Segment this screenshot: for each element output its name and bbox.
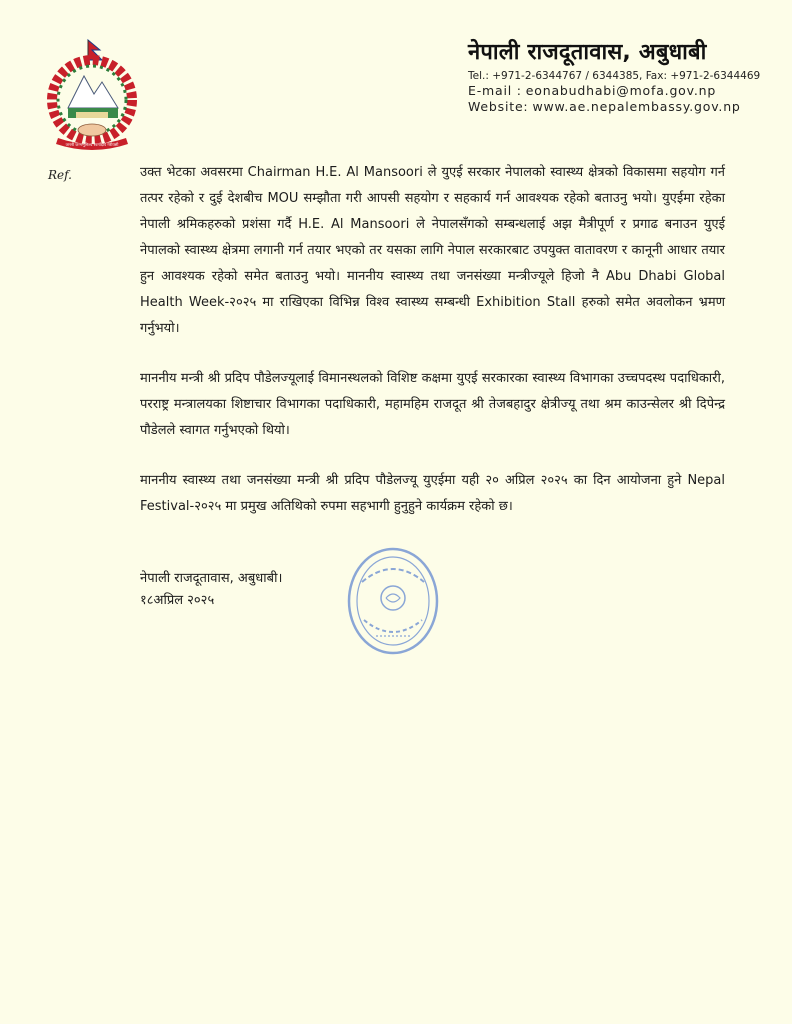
signature-block [140,568,282,612]
website-address: www.ae.nepalembassy.gov.np [532,99,741,114]
nepal-emblem-icon [40,38,145,150]
embassy-stamp-icon [346,546,440,656]
paragraph-text: माननीय मन्त्री श्री प्रदिप पौडेलज्यूलाई विमानस्थलको विशिष्ट कक्षमा युएई सरकारका स्वास्थ्य विभागका उच्चपदस्थ पदाधिकारी, परराष्ट्र मन्त्रालयका शिष्टाचार विभागका पदाधिकारी, महामहिम राजदूत श्री तेजबहादुर क्षेत्रीज्यू तथा श्रम काउन्सेलर श्री दिपेन्द्र पौडेलले स्वागत गर्नुभएको थियो। [140,371,725,438]
paragraph [140,468,725,520]
paragraph-text: माननीय स्वास्थ्य तथा जनसंख्या मन्त्री श्री प्रदिप पौडेलज्यू युएईमा यही २० अप्रिल २०२५ का दिन आयोजना हुने Nepal Festival-२०२५ मा प्रमुख अतिथिको रुपमा सहभागी हुनुहुने कार्यक्रम रहेको छ। [140,473,725,514]
website-line [468,99,768,114]
email-line [468,83,768,98]
letter-body [140,160,725,544]
signature-date: १८अप्रिल २०२५ [140,593,215,608]
email-address: eonabudhabi@mofa.gov.np [525,83,717,98]
paragraph [140,366,725,444]
paragraph [140,160,725,342]
letterhead [468,36,768,114]
contact-numbers: Tel.: +971-2-6344767 / 6344385, Fax: +971-2-6344469 [468,70,761,82]
signature-org: नेपाली राजदूतावास, अबुधाबी। [140,571,283,586]
svg-text:जननी जन्मभूमिश्च स्वर्गादपि गर: जननी जन्मभूमिश्च स्वर्गादपि गरीयसी [65,142,119,147]
website-label: Website: [468,99,529,114]
email-label: E-mail : [468,83,522,98]
paragraph-text: उक्त भेटका अवसरमा Chairman H.E. Al Mansoori ले युएई सरकार नेपालको स्वास्थ्य क्षेत्रको विकासमा सहयोग गर्न तत्पर रहेको र दुई देशबीच MOU सम्झौता गरी आपसी सहयोग र सहकार्य गर्न आवश्यक रहेको बताउनु भयो। युएईमा रहेका नेपाली श्रमिकहरुको प्रशंसा गर्दै H.E. Al Mansoori ले नेपालसँगको सम्बन्धलाई अझ मैत्रीपूर्ण र प्रगाढ बनाउन युएई नेपालको स्वास्थ्य क्षेत्रमा लगानी गर्न तयार भएको तर यसका लागि नेपाल सरकारबाट उपयुक्त वातावरण र कानूनी आधार तयार हुन आवश्यक रहेको समेत बताउनु भयो। माननीय स्वास्थ्य तथा जनसंख्या मन्त्रीज्यूले हिजो नै Abu Dhabi Global Health Week-२०२५ मा राखिएका विभिन्न विश्व स्वास्थ्य सम्बन्धी Exhibition Stall हरुको समेत अवलोकन भ्रमण गर्नुभयो। [140,165,725,336]
reference-label: Ref. [48,168,72,182]
embassy-name: नेपाली राजदूतावास, अबुधाबी [468,40,707,65]
